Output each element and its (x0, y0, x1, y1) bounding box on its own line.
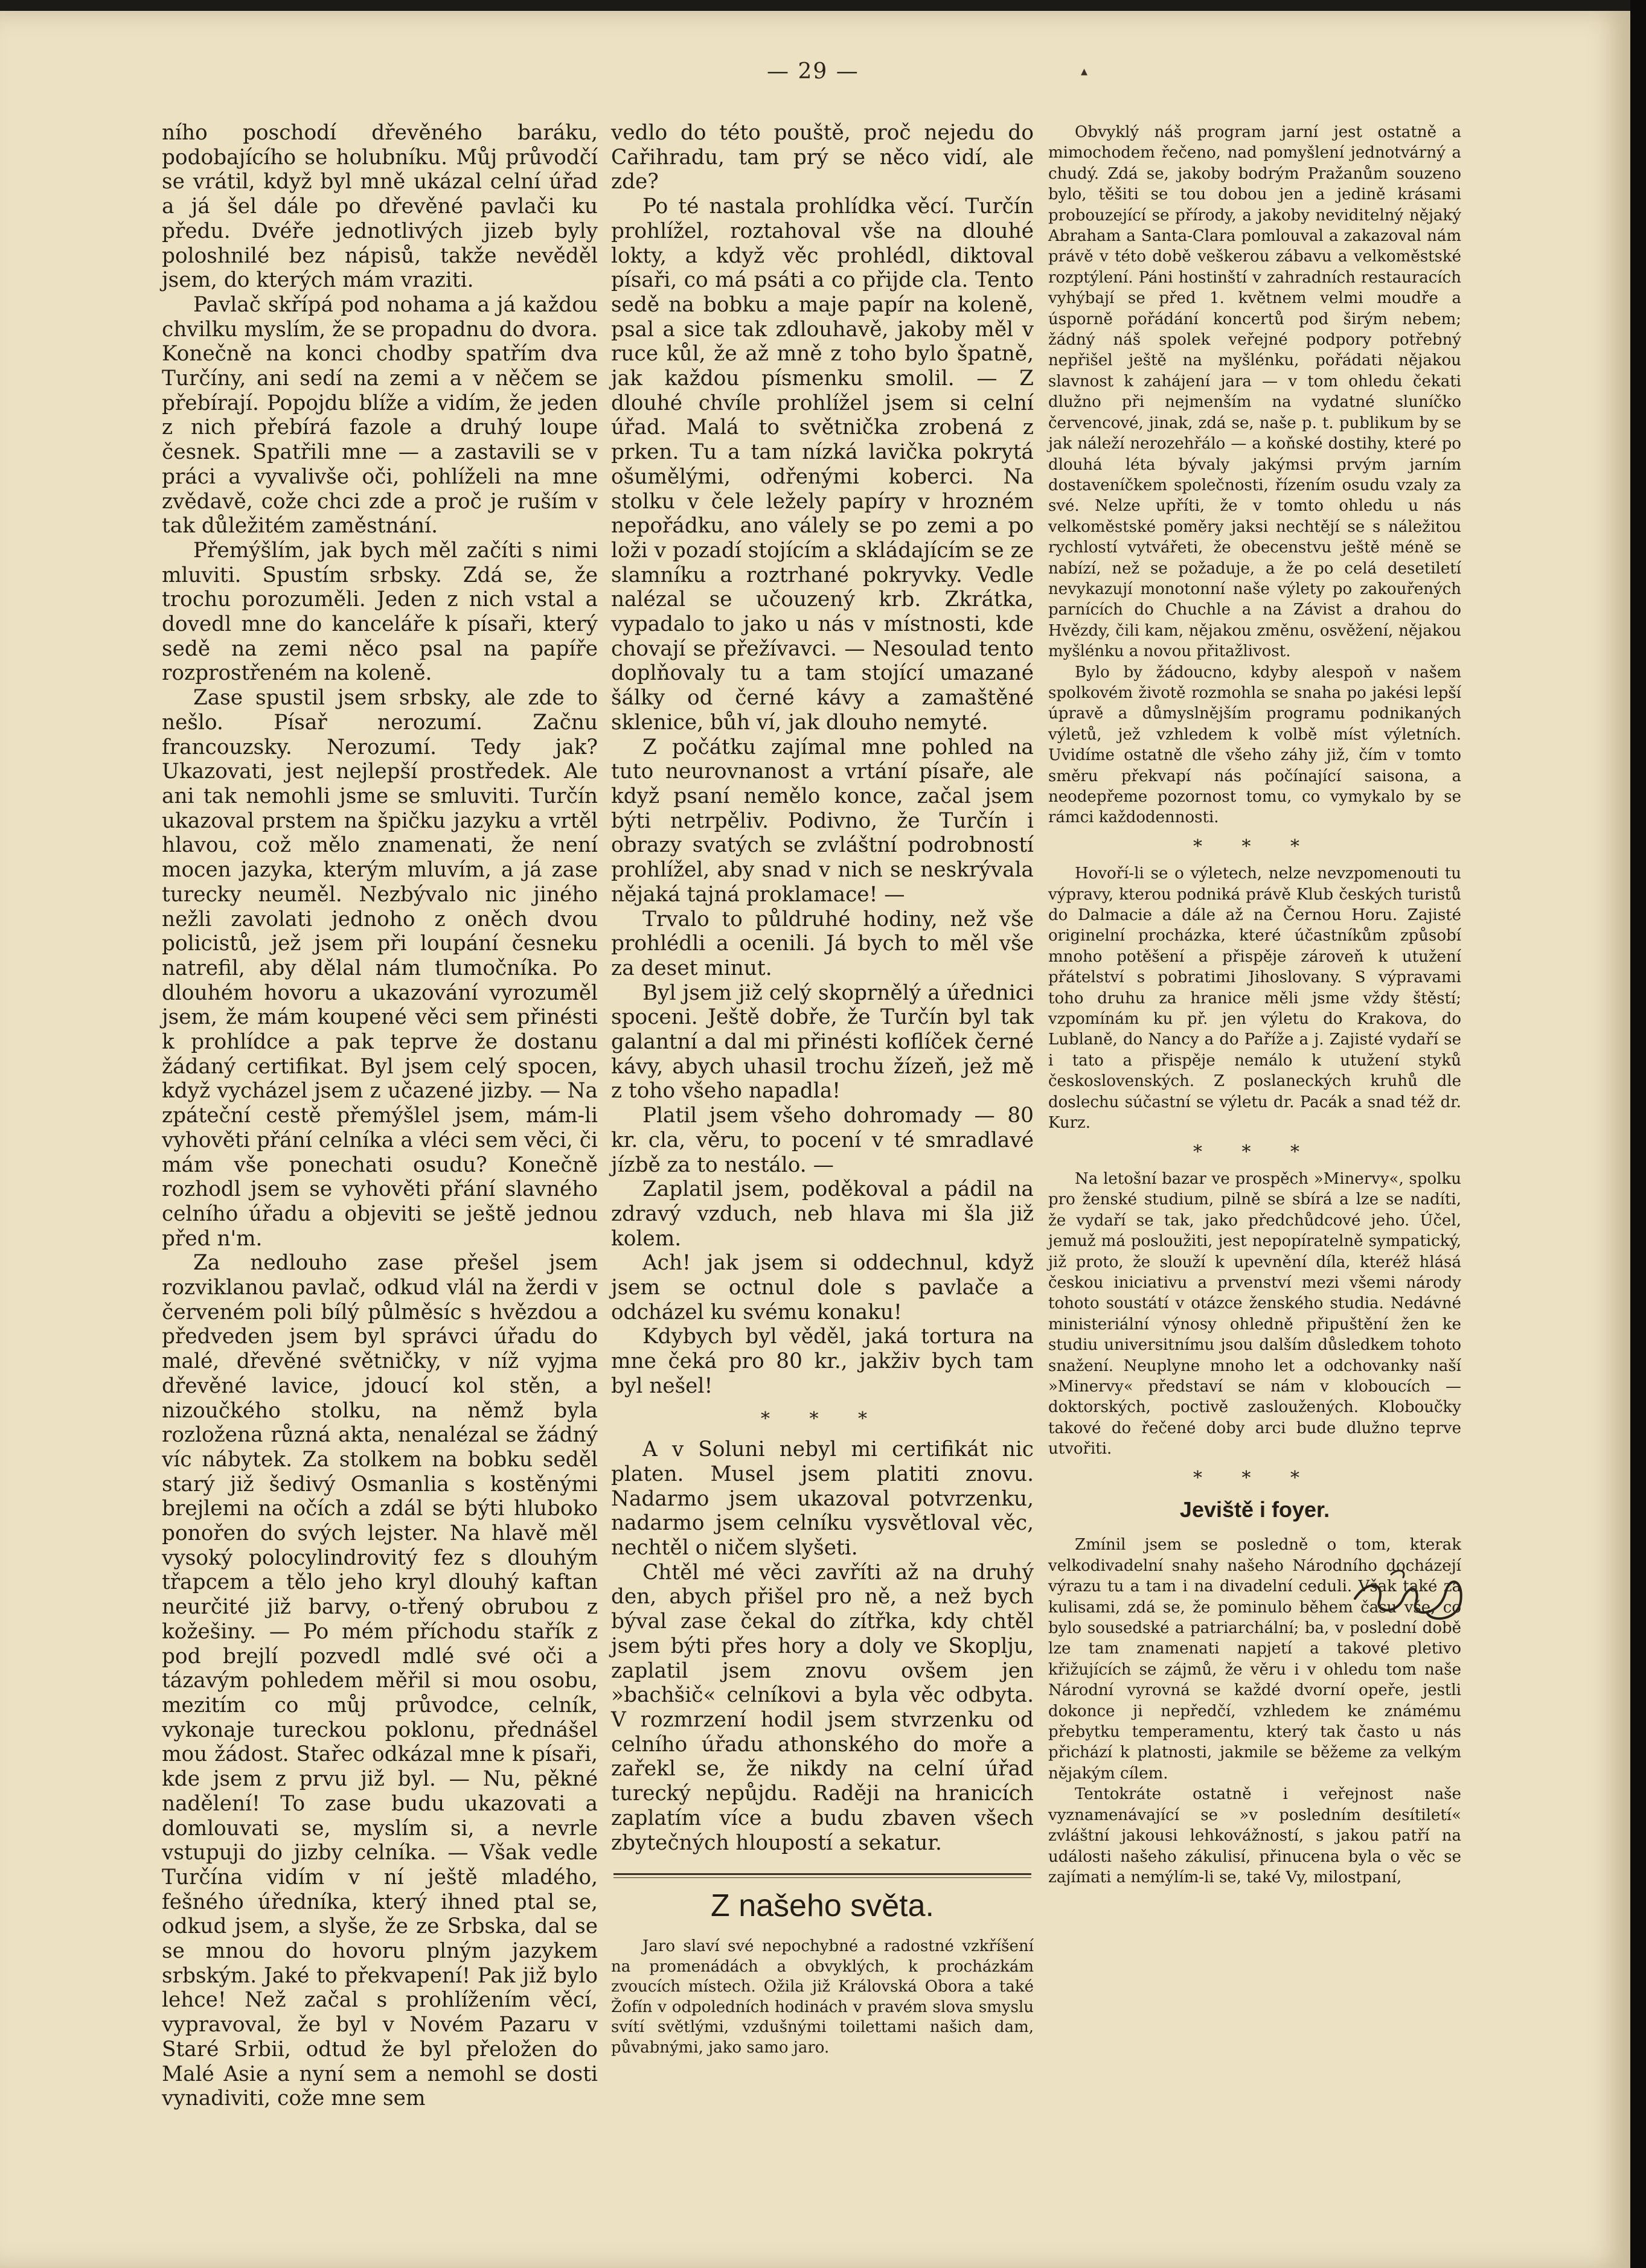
paragraph: Jaro slaví své nepochybné a radostné vzkříšení na promenádách a obvyklých, k procházkám zvoucích místech. Ožila již Královská Obora a také Žofín v odpoledních hodinách v pravém slova smyslu svítí světlými, vzdušnými toilettami našich dam, půvabnými, jako samo jaro. (611, 1937, 1034, 2057)
paragraph: Platil jsem všeho dohromady — 80 kr. cla, věru, to pocení v té smradlavé jízbě za to nestálo. — (611, 1104, 1034, 1177)
paragraph: Zmínil jsem se posledně o tom, kterak velkodivadelní snahy našeho Národního docházejí výrazu tu a tam i na divadelní ceduli. Však také za kulisami, zdá se, že pominulo během času vše, co bylo sousedské a patriarchální; ba, v poslední době lze tam znamenati napjetí a takové pletivo křižujících se zájmů, že věru i v ohledu tom naše Národní vyrovná se každé dvorní opeře, jestli dokonce ji nepředčí, vzhledem ke známému přebytku temperamentu, který tak často u nás přichází k platnosti, jakmile se běžeme za velkým nějakým cílem. (1048, 1536, 1461, 1783)
paragraph: Zase spustil jsem srbsky, ale zde to nešlo. Písař nerozumí. Začnu francouzsky. Nerozumí. Tedy jak? Ukazovati, jest nejlepší prostředek. Ale ani tak nemohli jsme se smluviti. Turčín ukazoval prstem na špičku jazyku a vrtěl hlavou, což mělo znamenati, že není mocen jazyka, kterým mluvím, a já zase turecky neuměl. Nezbývalo nic jiného nežli zavolati jednoho z oněch dvou policistů, jež jsem při loupání česneku natrefil, aby dělal nám tlumočníka. Po dlouhém hovoru a ukazování vyrozuměl jsem, že mám koupené věci sem přinésti k prohlídce a pak teprve že dostanu žádaný certifikat. Byl jsem celý spocen, když vycházel jsem z učazené jizby. — Na zpáteční cestě přemýšlel jsem, mám-li vyhověti přání celníka a vléci sem věci, či mám vše ponechati osudu? Konečně rozhodl jsem se vyhověti přání slavného celního úřadu a objeviti se ještě jednou před n'm. (162, 686, 598, 1251)
printer-mark: ▴ (1081, 64, 1088, 79)
section-heading: Z našeho světa. (711, 1888, 934, 1924)
column-left (162, 121, 598, 2111)
section-separator: * * * (1193, 1467, 1317, 1489)
signature-image (1343, 1556, 1482, 1635)
paragraph: vedlo do této pouště, proč nejedu do Cařihradu, tam prý se něco vidí, ale zde? (611, 121, 1034, 194)
paragraph: Trvalo to půldruhé hodiny, než vše prohlédli a ocenili. Já bych to měl vše za deset minut. (611, 907, 1034, 980)
section-separator: * * * (1193, 835, 1317, 857)
paragraph: Hovoří-li se o výletech, nelze nevzpomenouti tu výpravy, kterou podniká právě Klub českých turistů do Dalmacie a dále až na Černou Horu. Zajisté originelní procházka, které účastníkům způsobí mnoho potěšení a přispěje zároveň k utužení přátelství s pobratimi Jihoslovany. S výpravami toho druhu za hranice měli jsme vždy štěstí; vzpomínám ku př. jen výletu do Krakova, do Lublaně, do Nancy a do Paříže a j. Zajisté vydaří se i tato a přispěje nemálo k utužení styků československých. Z poslaneckých kruhů dle doslechu súčastní se výletu dr. Pacák a snad též dr. Kurz. (1048, 864, 1461, 1132)
page-edge-shadow (1630, 0, 1646, 2268)
paragraph: Z počátku zajímal mne pohled na tuto neurovnanost a vrtání písaře, ale když psaní nemělo konce, začal jsem býti netrpěliv. Podivno, že Turčín i obrazy svatých se zvláštní podrobností prohlížel, aby snad v nich se neskrývala nějaká tajná proklamace! — (611, 735, 1034, 907)
page-number: — 29 — (767, 59, 859, 84)
section-heading: Jeviště i foyer. (1179, 1497, 1330, 1522)
paragraph: Byl jsem již celý skoprnělý a úřednici spoceni. Ještě dobře, že Turčín byl tak galantní a dal mi přinésti koflíček černé kávy, abych uhasil trochu žízeň, jež mě z toho všeho napadla! (611, 980, 1034, 1104)
section-separator: * * * (760, 1408, 885, 1429)
paragraph: A v Soluni nebyl mi certifikát nic platen. Musel jsem platiti znovu. Nadarmo jsem ukazoval potvrzenku, nadarmo jsem celníku vysvětloval věc, nechtěl o ničem slyšeti. (611, 1437, 1034, 1560)
paragraph: Přemýšlím, jak bych měl začíti s nimi mluviti. Spustím srbsky. Zdá se, že trochu porozuměli. Jeden z nich vstal a dovedl mne do kanceláře k písaři, který sedě na zemi něco psal na papíře rozprostřeném na koleně. (162, 538, 598, 686)
paragraph: ního poschodí dřevěného baráku, podobajícího se holubníku. Můj průvodčí se vrátil, když byl mně ukázal celní úřad a já šel dále po dřevěné pavlači ku předu. Dvéře jednotlivých jizeb byly poloshnilé bez nápisů, takže nevěděl jsem, do kterých mám vraziti. (162, 121, 598, 293)
paragraph: Po té nastala prohlídka věcí. Turčín prohlížel, roztahoval vše na dlouhé lokty, a když věc prohlédl, diktoval písaři, co má psáti a co přijde cla. Tento sedě na bobku a maje papír na koleně, psal a sice tak zdlouhavě, jakoby měl v ruce kůl, že až mně z toho bylo špatně, jak každou písmenku smolil. — Z dlouhé chvíle prohlížel jsem si celní úřad. Malá to světnička zrobená z prken. Tu a tam nízká lavička pokrytá ošumělými, odřenými koberci. Na stolku v čele ležely papíry v hrozném nepořádku, ano válely se po zemi a po loži v pozadí stojícím a skládajícím se ze slamníku a roztrhané pokryvky. Vedle nalézal se učouzený krb. Zkrátka, vypadalo to jako u nás v místnosti, kde chovají se přežívavci. — Nesoulad tento doplňovaly tu a tam stojící umazané šálky od černé kávy a zamaštěné sklenice, bůh ví, jak dlouho nemyté. (611, 194, 1034, 735)
paragraph: Tentokráte ostatně i veřejnost naše vyznamenávající se »v posledním desítiletí« zvláštní jakousi lehkovážností, s jakou patří na události našeho zákulisí, přinucena byla o věc se zajímati a nemýlím-li se, také Vy, milostpaní, (1048, 1785, 1461, 1886)
paragraph: Chtěl mé věci zavříti až na druhý den, abych přišel pro ně, a než bych býval zase čekal do zítřka, kdy chtěl jsem býti přes hory a doly ve Skoplju, zaplatil jsem znovu ovšem jen »bachšič« celníkovi a byla věc odbyta. V rozmrzení hodil jsem stvrzenku od celního úřadu athonského do moře a zařekl se, že nikdy na celní úřad turecký nepůjdu. Raději na hranicích zaplatím více a budu zbaven všech zbytečných hloupostí a sekatur. (611, 1560, 1034, 1855)
page-sheet (0, 11, 1630, 2268)
paragraph: Za nedlouho zase přešel jsem rozviklanou pavlač, odkud vlál na žerdi v červeném poli bílý půlměsíc s hvězdou a předveden jsem byl správci úřadu do malé, dřevěné světničky, v níž vyjma dřevěné lavice, jdoucí kol stěn, a nizoučkého stolku, na němž byla rozložena různá akta, nenalézal se žádný víc nábytek. Za stolkem na bobku seděl starý již šedivý Osmanlia s kostěnými brejlemi na očích a zdál se býti hluboko ponořen do svých lejster. Na hlavě měl vysoký polocylindrovitý fez s dlouhým třapcem a tělo jeho kryl dlouhý kaftan neurčité již barvy, o-třený obrubou z kožešiny. — Po mém příchodu stařík z pod brejlí pozvedl mdlé své oči a tázavým pohledem měřil si mou osobu, mezitím co můj průvodce, celník, vykonaje tureckou poklonu, přednášel mou žádost. Stařec odkázal mne k písaři, kde jsem z prvu již byl. — Nu, pěkné nadělení! To zase budu ukazovati a domlouvati se, myslím si, a nevrle vstupuji do jizby celníka. — Však vedle Turčína vidím v ní ještě mladého, fešného úředníka, který ihned ptal se, odkud jsem, a slyše, že ze Srbska, dal se se mnou do hovoru plným jazykem srbským. Jaké to překvapení! Pak již bylo lehce! Než začal s prohlížením věcí, vypravoval, že byl v Novém Pazaru v Staré Srbii, odtud že byl přeložen do Malé Asie a nyní sem a nemohl se dosti vynadiviti, cože mne sem (162, 1251, 598, 2111)
paragraph: Kdybych byl věděl, jaká tortura na mne čeká pro 80 kr., jakživ bych tam byl nešel! (611, 1324, 1034, 1398)
paragraph: Zaplatil jsem, poděkoval a pádil na zdravý vzduch, neb hlava mi šla již kolem. (611, 1177, 1034, 1251)
paragraph: Bylo by žádoucno, kdyby alespoň v našem spolkovém životě rozmohla se snaha po jakési lepší úpravě a důmyslnějším programu podnikaných výletů, jež vzhledem k volbě míst výletních. Uvidíme ostatně dle všeho záhy již, čím v tomto směru překvapí nás počínající saisona, a neodepřeme pozornost tomu, co vymykalo by se rámci každodennosti. (1048, 663, 1461, 827)
paragraph: Ach! jak jsem si oddechnul, když jsem se octnul dole s pavlače a odcházel ku svému konaku! (611, 1251, 1034, 1324)
paragraph: Na letošní bazar ve prospěch »Minervy«, spolku pro ženské studium, pilně se sbírá a lze se nadíti, že vydaří se tak, jako předchůdcové jeho. Účel, jemuž má posloužiti, jest nepopíratelně sympatický, již proto, že slouží k upevnění díla, kteréž hlásá českou iniciativu a prvenství mezi všemi národy tohoto soustátí v otázce ženského studia. Nedávné ministeriální výnosy ohledně připuštění žen ke studiu universitnímu jsou dalším důsledkem tohoto snažení. Neuplyne mnoho let a odchovanky naší »Minervy« představí se nám v kloboucích — doktorských, poctivě zasloužených. Kloboučky takové do řečené doby arci bude dlužno teprve utvořiti. (1048, 1169, 1461, 1458)
section-rule (613, 1873, 1031, 1878)
paragraph: Pavlač skřípá pod nohama a já každou chvilku myslím, že se propadnu do dvora. Konečně na konci chodby spatřím dva Turčíny, ani sedí na zemi a v něčem se přebírají. Popojdu blíže a vidím, že jeden z nich přebírá fazole a druhý loupe česnek. Spatřili mne — a zastavili se v práci a vyvalivše oči, pohlíželi na mne zvědavě, cože chci zde a proč je ruším v tak důležitém zaměstnání. (162, 292, 598, 538)
column-middle (611, 121, 1034, 2058)
section-separator: * * * (1193, 1141, 1317, 1163)
paragraph: Obvyklý náš program jarní jest ostatně a mimochodem řečeno, nad pomyšlení jednotvárný a chudý. Zdá se, jakoby bodrým Pražanům souzeno bylo, těšiti se tou dobou jen a jedině krásami probouzející se přírody, a jakoby neviditelný nějaký Abraham a Santa-Clara pomlouval a zakazoval nám právě v této době veškerou zábavu a velkoměstské rozptýlení. Páni hostinští v zahradních restauracích vyhýbají se před 1. květnem velmi moudře a úsporně pořádání koncertů pod širým nebem; žádný náš spolek veřejné podpory potřebný nepřišel ještě na myšlénku, pořádati nějakou slavnost k zahájení jara — v tom ohledu čekati dlužno při nejmenším na vydatné sluníčko červencové, jinak, zdá se, naše p. t. publikum by se jak náleží nerozehřálo — a koňské dostihy, které po dlouhá léta bývaly jakýmsi prvým jarním dostaveníčkem společnosti, řízením osudu vzaly za své. Nelze upříti, že v tomto ohledu u nás velkoměstské poměry jaksi nechtějí se s náležitou rychlostí vytvářeti, že obecenstvu ještě méně se nabízí, než se požaduje, a že po celá desetiletí nevykazují monotonní naše výlety po zakouřených parnících do Chuchle a na Závist a drahou do Hvězdy, čili kam, nějakou změnu, osvěžení, nějakou myšlénku a novou přitažlivost. (1048, 123, 1461, 661)
